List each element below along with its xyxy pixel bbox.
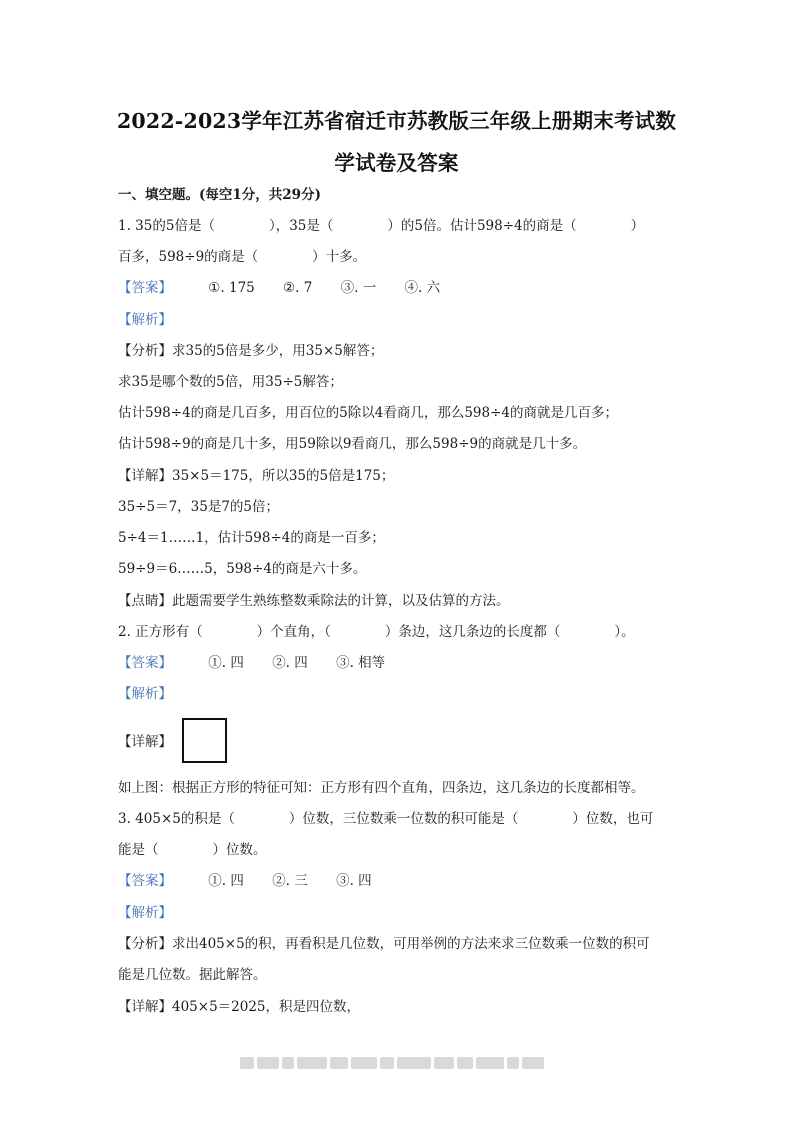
analysis-tag: 【分析】 — [118, 936, 172, 952]
answer-tag: 【答案】 — [118, 873, 172, 889]
q1-analysis-line1 — [118, 342, 383, 360]
q3-answer-3: ③. 四 — [336, 873, 372, 889]
answer-tag: 【答案】 — [118, 655, 172, 671]
q3-text-line1: 3. 405×5的积是（ ）位数，三位数乘一位数的积可能是（ ）位数，也可 — [118, 811, 654, 827]
blurred-footer — [240, 1056, 556, 1070]
q1-answer-3: ③. 一 — [340, 280, 377, 296]
q2-detail-tag: 【详解】 — [118, 734, 172, 750]
q1-detail-line4: 59÷9＝6……5，598÷4的商是六十多。 — [118, 561, 367, 577]
detail-tag: 【详解】 — [118, 999, 172, 1015]
q1-detail-line2: 35÷5＝7，35是7的5倍； — [118, 499, 280, 515]
q3-analysis-line1 — [118, 935, 650, 953]
q1-answer-1: ①. 175 — [208, 280, 255, 296]
q3-detail-line1 — [118, 998, 360, 1016]
q1-detail-line3: 5÷4＝1……1，估计598÷4的商是一百多； — [118, 530, 385, 546]
q2-answer-row — [118, 654, 385, 672]
q1-detail-text: 35×5＝175，所以35的5倍是175； — [172, 468, 395, 484]
q1-text-line2: 百多，598÷9的商是（ ）十多。 — [118, 249, 367, 265]
q3-analysis-line2: 能是几位数。据此解答。 — [118, 967, 267, 983]
q1-analysis-line3: 估计598÷4的商是几百多，用百位的5除以4看商几，那么598÷4的商就是几百多； — [118, 405, 619, 421]
q1-text-line1: 1. 35的5倍是（ ），35是（ ）的5倍。估计598÷4的商是（ ） — [118, 218, 645, 234]
doc-title-line2: 学试卷及答案 — [334, 151, 459, 175]
q3-detail-text: 405×5＝2025，积是四位数， — [172, 999, 361, 1015]
q3-text-line2: 能是（ ）位数。 — [118, 842, 267, 858]
q2-explain-line: 如上图：根据正方形的特征可知：正方形有四个直角，四条边，这几条边的长度都相等。 — [118, 780, 645, 796]
square-figure — [182, 718, 227, 763]
q2-answer-2: ②. 四 — [272, 655, 308, 671]
q3-analysis-text: 求出405×5的积，再看积是几位数，可用举例的方法来求三位数乘一位数的积可 — [172, 936, 650, 952]
q3-answer-1: ①. 四 — [208, 873, 244, 889]
q1-analysis-line2: 求35是哪个数的5倍，用35÷5解答； — [118, 374, 343, 390]
q1-answer-4: ④. 六 — [404, 280, 441, 296]
q1-analysis-line4: 估计598÷9的商是几十多，用59除以9看商几，那么598÷9的商就是几十多。 — [118, 436, 587, 452]
q2-answer-3: ③. 相等 — [336, 655, 386, 671]
doc-title-line1: 2022-2023学年江苏省宿迁市苏教版三年级上册期末考试数 — [116, 109, 677, 133]
q2-jiexi-tag: 【解析】 — [118, 686, 172, 702]
comment-tag: 【点睛】 — [118, 593, 172, 609]
q1-jiexi-tag: 【解析】 — [118, 312, 172, 328]
q2-text-line1: 2. 正方形有（ ）个直角，（ ）条边，这几条边的长度都（ ）。 — [118, 624, 635, 640]
q3-answer-row — [118, 872, 372, 890]
analysis-tag: 【分析】 — [118, 343, 172, 359]
q1-answer-2: ②. 7 — [283, 280, 313, 296]
q1-analysis-text: 求35的5倍是多少，用35×5解答； — [172, 343, 384, 359]
q1-detail-line1 — [118, 467, 394, 485]
q1-comment-text: 此题需要学生熟练整数乘除法的计算，以及估算的方法。 — [172, 593, 510, 609]
detail-tag: 【详解】 — [118, 468, 172, 484]
q3-jiexi-tag: 【解析】 — [118, 905, 172, 921]
answer-tag: 【答案】 — [118, 280, 172, 296]
q1-comment-line — [118, 592, 510, 610]
q3-answer-2: ②. 三 — [272, 873, 308, 889]
section-heading: 一、填空题。(每空1分，共29分) — [118, 187, 321, 203]
q2-answer-1: ①. 四 — [208, 655, 244, 671]
q1-answer-row — [118, 279, 440, 297]
